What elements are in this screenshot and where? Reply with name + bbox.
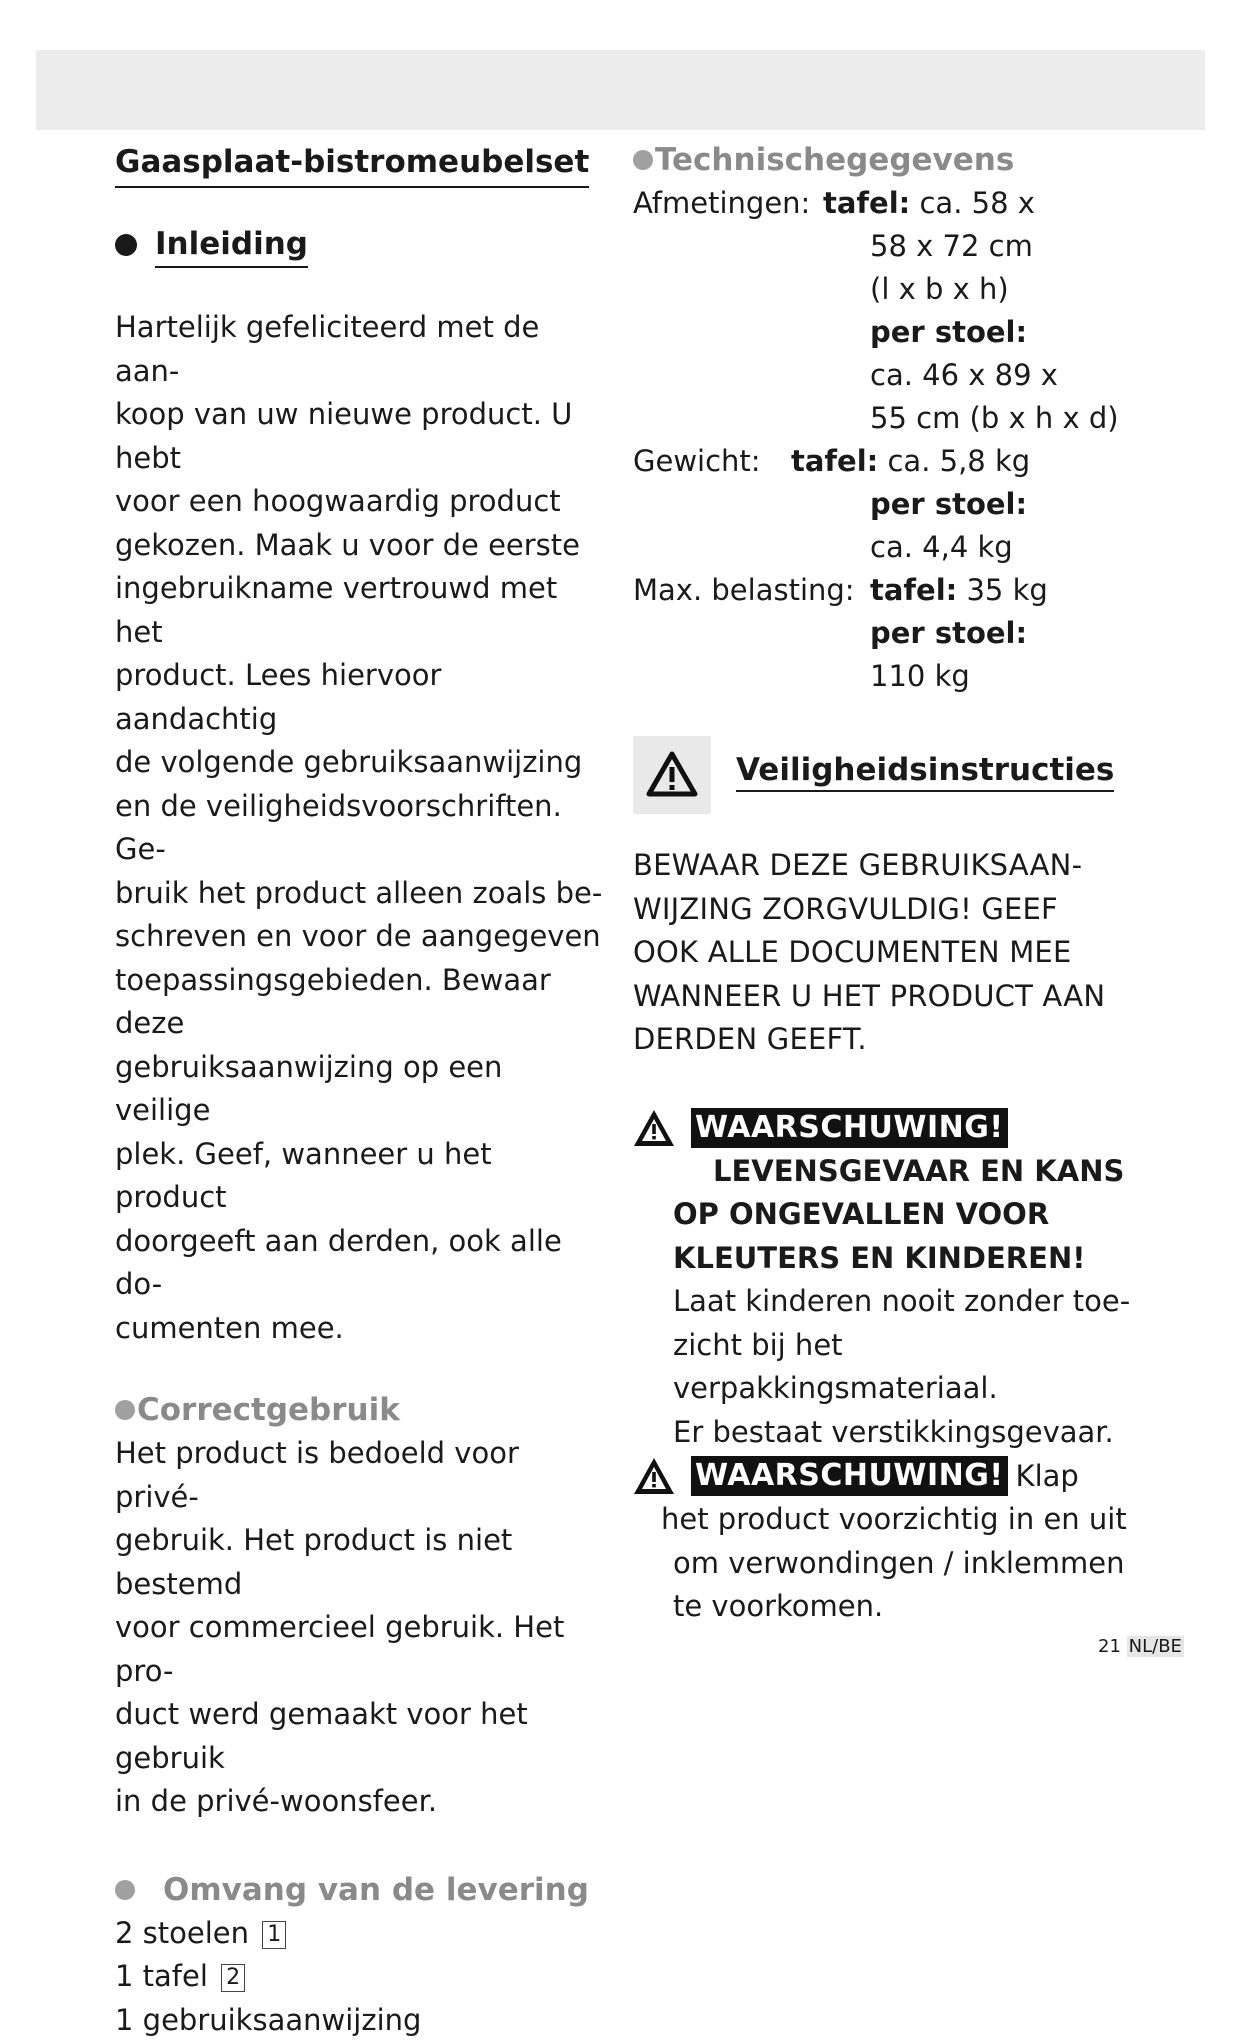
intro-heading: Inleiding <box>115 222 605 268</box>
language-code: NL/BE <box>1127 1636 1184 1657</box>
correct-use-text: Het product is bedoeld voor privé- gebruik. Het product is niet bestemd voor commercieel gebruik. Het pro- duct werd gemaakt voor het gebruik in de privé-woonsfeer. <box>115 1432 605 1824</box>
specs-heading: Technischegegevens <box>633 138 1153 182</box>
warning-label: WAARSCHUWING! <box>691 1456 1008 1496</box>
safety-notice: BEWAAR DEZE GEBRUIKSAAN- WIJZING ZORGVULDIG! GEEF OOK ALLE DOCUMENTEN MEE WANNEER U HET PRODUCT AAN DERDEN GEEFT. <box>633 844 1153 1062</box>
bullet-icon <box>115 1880 135 1900</box>
page-number: 21 <box>1098 1636 1121 1657</box>
warning-triangle-icon <box>633 1109 675 1147</box>
bullet-icon <box>115 1400 135 1420</box>
warning-2-text: het product voorzichtig in en uit om verwondingen / inklemmen te voorkomen. <box>633 1498 1153 1629</box>
warning-triangle-icon <box>633 1457 675 1495</box>
specs-table: Afmetingen: tafel: ca. 58 x 58 x 72 cm (l x b x h) per stoel: ca. 46 x 89 x 55 cm (b x h x d) Gewicht: tafel: ca. 5,8 kg per stoel: ca. 4,4 kg Max. belasting: tafel: 35 kg per stoel: 110 kg <box>633 182 1153 698</box>
warning-1 <box>633 1106 1153 1150</box>
correct-use-heading: Correctgebruik <box>115 1388 605 1432</box>
right-column <box>633 138 1153 1629</box>
warning-icon <box>633 736 711 814</box>
warning-1-bold: LEVENSGEVAAR EN KANS OP ONGEVALLEN VOOR KLEUTERS EN KINDEREN! <box>633 1150 1153 1281</box>
warning-2: WAARSCHUWING! Klap <box>633 1454 1153 1498</box>
warning-1-text: Laat kinderen nooit zonder toe- zicht bij het verpakkingsmateriaal. Er bestaat verstikkingsgevaar. <box>633 1280 1153 1454</box>
delivery-heading: Omvang van de levering <box>115 1868 605 1912</box>
intro-text: Hartelijk gefeliciteerd met de aan- koop van uw nieuwe product. U hebt voor een hoogwaardig product gekozen. Maak u voor de eerste ingebruikname vertrouwd met het product. Lees hiervoor aandachtig de volgende gebruiksaanwijzing en de veiligheidsvoorschriften. Ge- bruik het product alleen zoals be- schreven en voor de aangegeven toepassingsgebieden. Bewaar deze gebruiksaanwijzing op een veilige plek. Geef, wanneer u het product doorgeeft aan derden, ook alle do- cumenten mee. <box>115 306 605 1350</box>
list-item: 2 stoelen 1 <box>115 1912 605 1956</box>
bullet-icon <box>115 234 137 256</box>
header-band <box>36 50 1205 130</box>
left-column <box>115 138 605 2042</box>
list-item: 1 gebruiksaanwijzing <box>115 1999 605 2042</box>
warning-label: WAARSCHUWING! <box>691 1108 1008 1148</box>
document-title: Gaasplaat-bistromeubelset <box>115 138 589 188</box>
part-ref: 1 <box>262 1921 286 1949</box>
safety-heading: Veiligheidsinstructies <box>633 736 1153 816</box>
list-item: 1 tafel 2 <box>115 1955 605 1999</box>
bullet-icon <box>633 150 653 170</box>
delivery-list <box>115 1912 605 2042</box>
page-footer <box>1098 1632 1184 1662</box>
part-ref: 2 <box>221 1964 245 1992</box>
